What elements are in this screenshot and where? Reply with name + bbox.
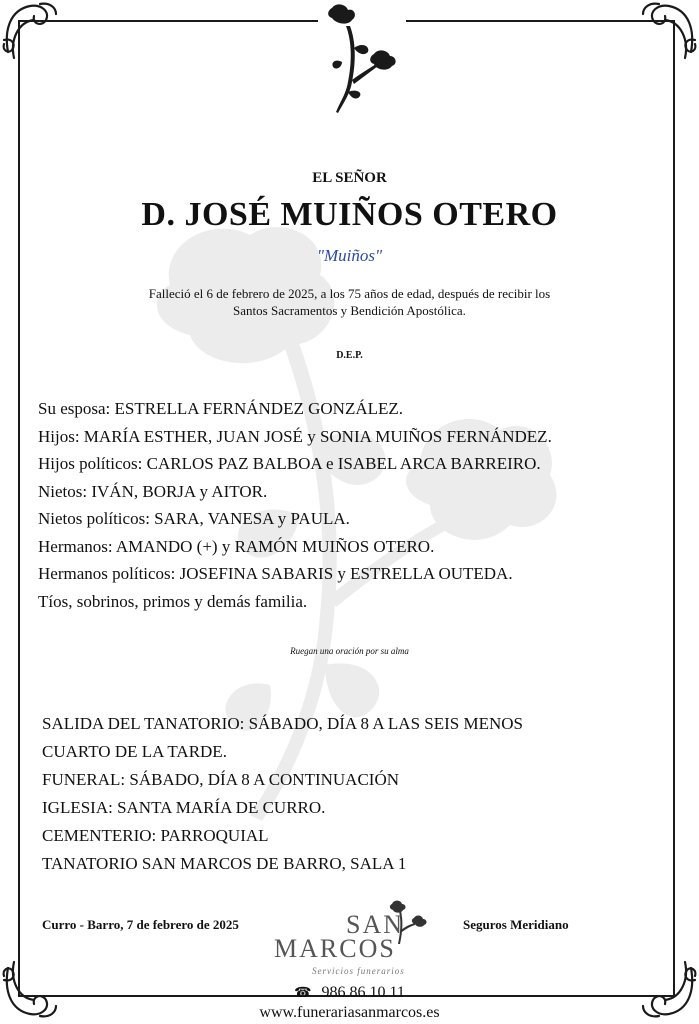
family-line: Hermanos políticos: JOSEFINA SABARIS y ESTRELLA OUTEDA. xyxy=(38,564,513,583)
prayer-request: Ruegan una oración por su alma xyxy=(290,646,409,656)
dep-label: D.E.P. xyxy=(336,350,363,361)
family-line: Tíos, sobrinos, primos y demás familia. xyxy=(38,591,308,611)
logo-text-marcos: MARCOS xyxy=(274,934,396,963)
service-line: IGLESIA: SANTA MARÍA DE CURRO. xyxy=(42,798,326,817)
service-line: FUNERAL: SÁBADO, DÍA 8 A CONTINUACIÓN xyxy=(42,770,400,789)
website-link[interactable]: www.funerariasanmarcos.es xyxy=(259,1004,440,1021)
family-line: Hijos: MARÍA ESTHER, JUAN JOSÉ y SONIA MUIÑOS FERNÁNDEZ. xyxy=(38,426,552,446)
insurer-name: Seguros Meridiano xyxy=(463,917,569,932)
deceased-alias: "Muiños" xyxy=(316,246,383,265)
service-line: CUARTO DE LA TARDE. xyxy=(42,742,227,761)
phone-number: 986 86 10 11 xyxy=(321,984,405,1001)
family-line: Nietos políticos: SARA, VANESA y PAULA. xyxy=(38,509,350,528)
death-notice-line: Falleció el 6 de febrero de 2025, a los 75 años de edad, después de recibir los xyxy=(148,286,551,301)
death-notice xyxy=(0,285,699,319)
deceased-name: D. JOSÉ MUIÑOS OTERO xyxy=(141,196,558,233)
place-date: Curro - Barro, 7 de febrero de 2025 xyxy=(42,917,239,932)
service-details xyxy=(42,710,642,878)
logo-tagline: Servicios funerarios xyxy=(312,966,405,976)
telephone-icon: ☎ xyxy=(294,986,312,1001)
san-marcos-logo xyxy=(268,898,438,978)
family-line: Hijos políticos: CARLOS PAZ BALBOA e ISABEL ARCA BARREIRO. xyxy=(38,454,541,473)
phone-contact xyxy=(0,984,699,1002)
flower-sprig-icon xyxy=(318,2,406,118)
intro-title: EL SEÑOR xyxy=(312,170,387,186)
corner-ornament-top-left xyxy=(0,0,60,60)
service-line: TANATORIO SAN MARCOS DE BARRO, SALA 1 xyxy=(42,854,407,873)
family-line: Su esposa: ESTRELLA FERNÁNDEZ GONZÁLEZ. xyxy=(38,399,404,418)
family-list xyxy=(38,395,552,615)
service-line: SALIDA DEL TANATORIO: SÁBADO, DÍA 8 A LAS SEIS MENOS xyxy=(42,714,523,733)
death-notice-line: Santos Sacramentos y Bendición Apostólica. xyxy=(233,303,466,318)
family-line: Hermanos: AMANDO (+) y RAMÓN MUIÑOS OTERO. xyxy=(38,536,435,556)
corner-ornament-top-right xyxy=(639,0,699,60)
family-line: Nietos: IVÁN, BORJA y AITOR. xyxy=(38,481,268,501)
logo-text-san: SAN xyxy=(346,910,405,939)
service-line: CEMENTERIO: PARROQUIAL xyxy=(42,826,269,845)
